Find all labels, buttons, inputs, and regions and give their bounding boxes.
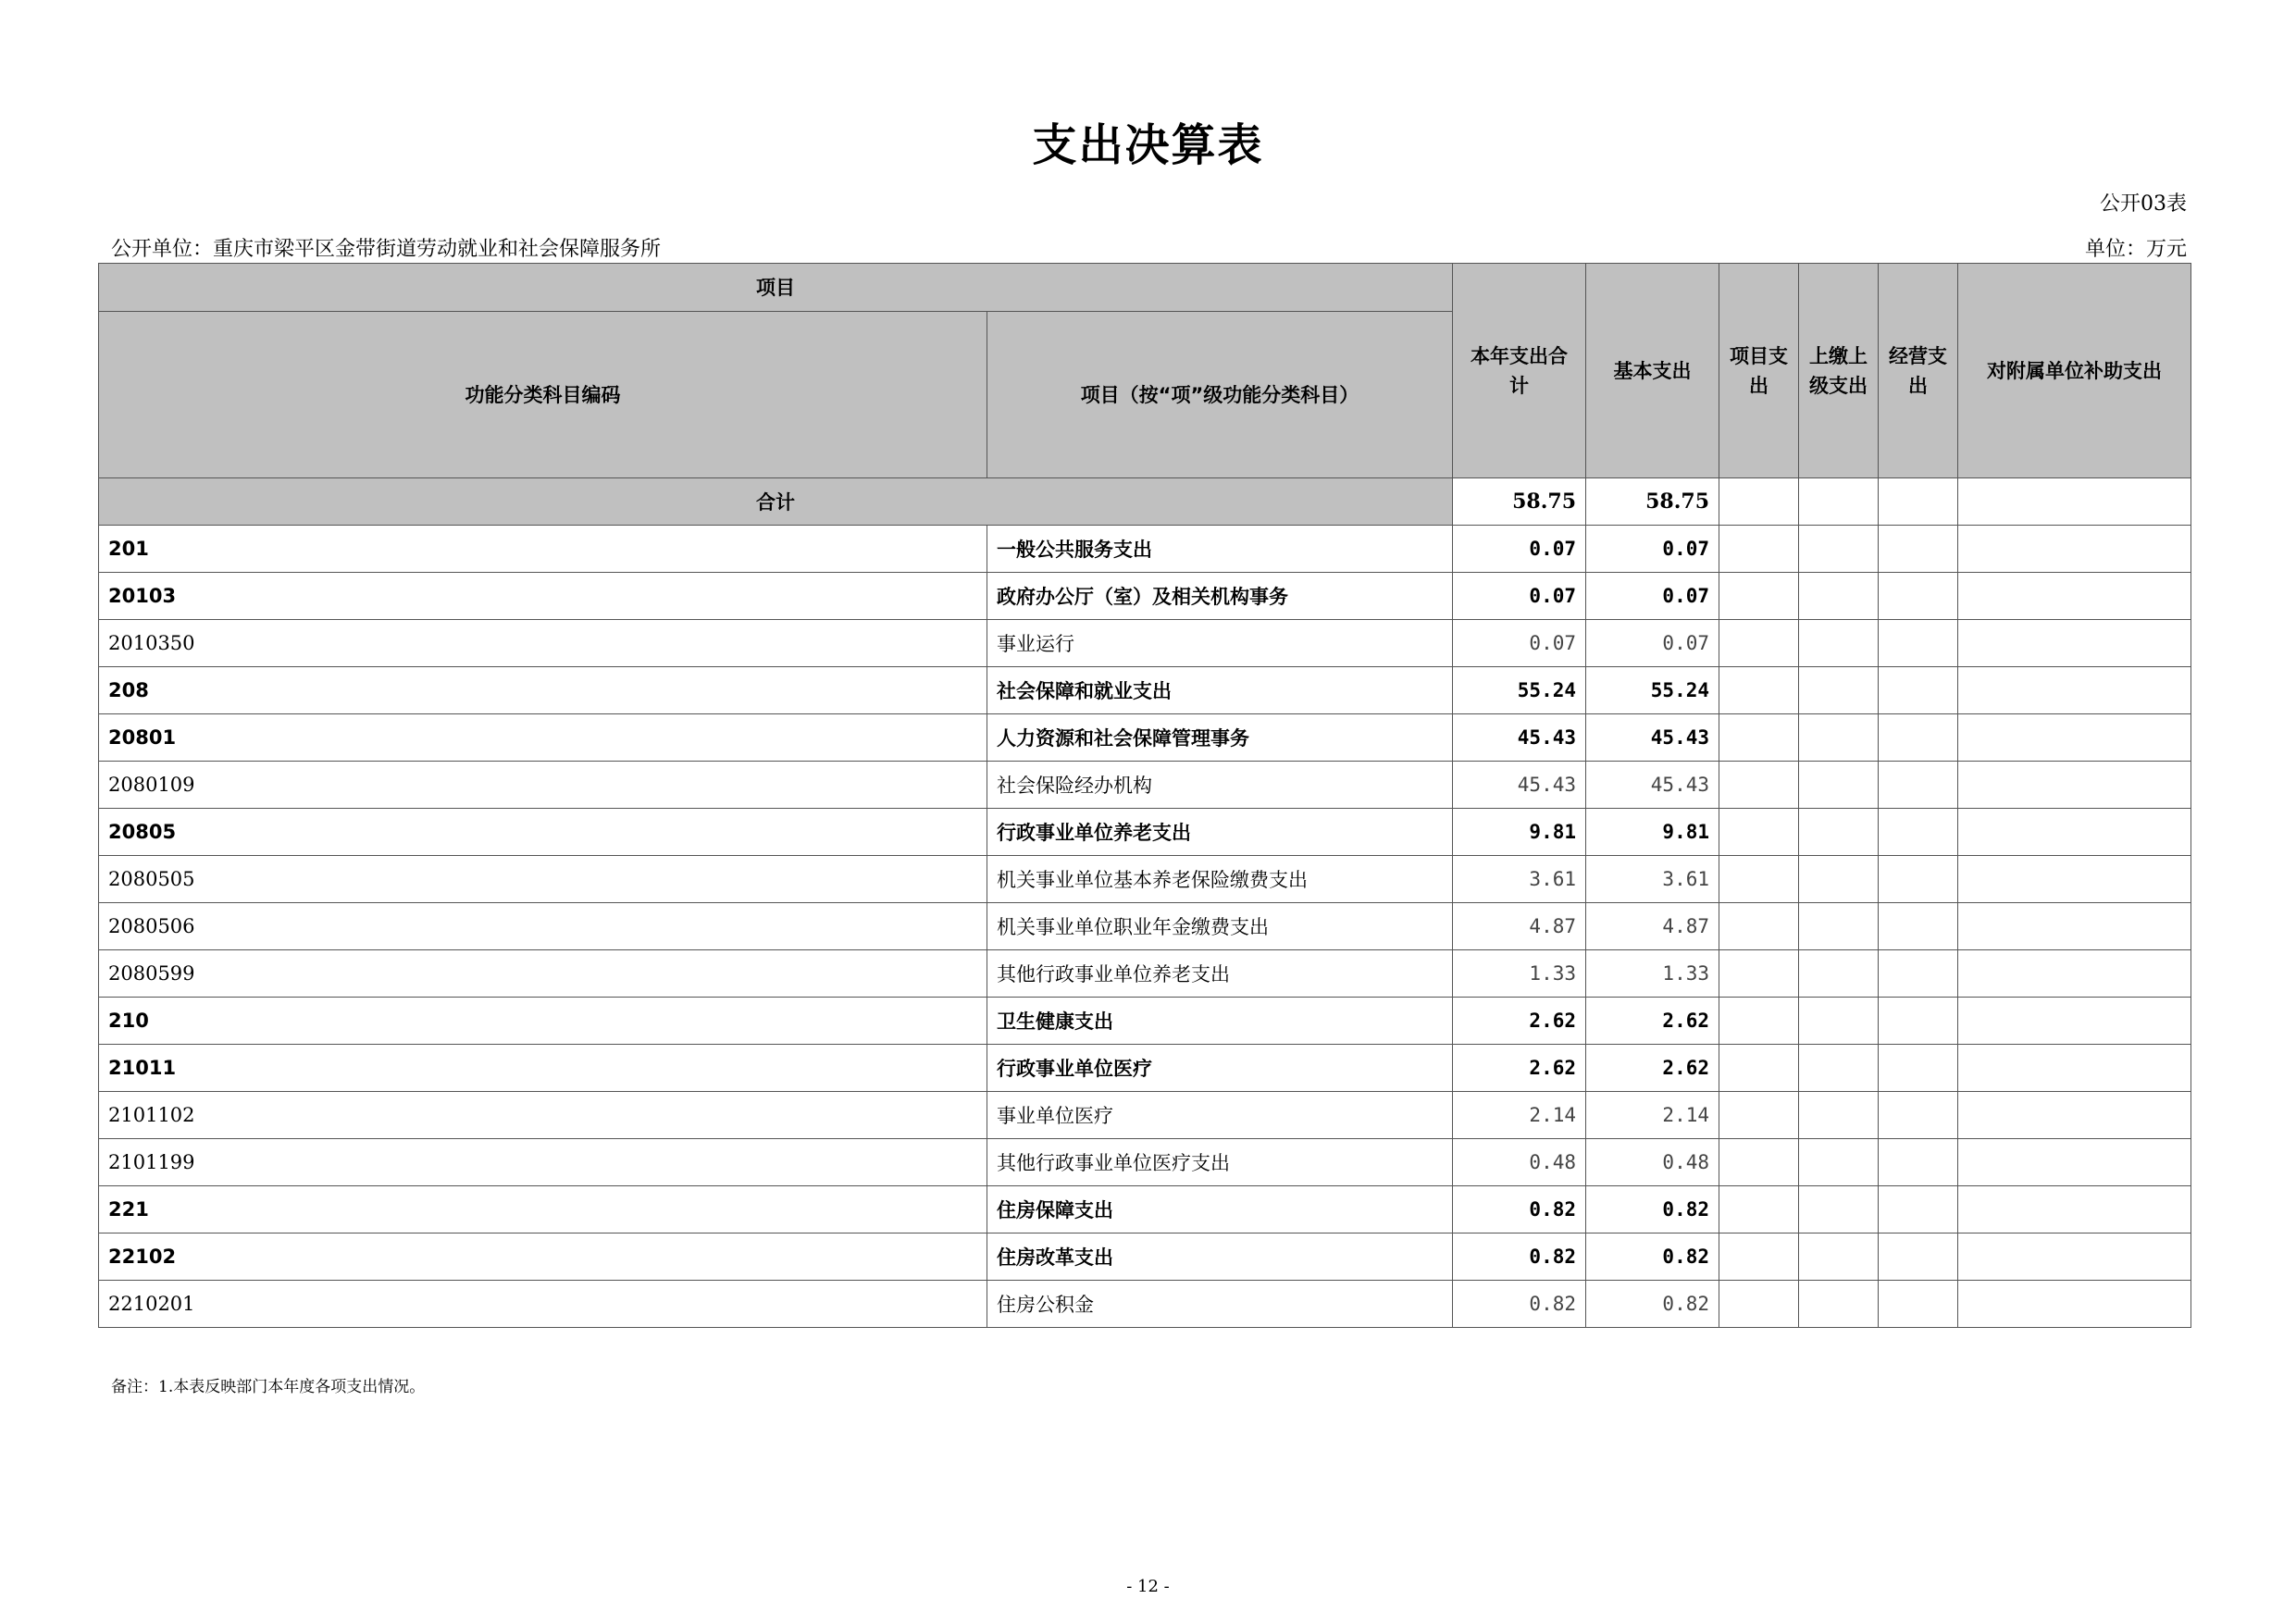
row-remit-expense xyxy=(1799,856,1879,903)
row-remit-expense xyxy=(1799,762,1879,809)
row-business-expense xyxy=(1879,998,1958,1045)
row-project-expense xyxy=(1719,998,1799,1045)
header-project-expense: 项目支出 xyxy=(1719,264,1799,478)
row-business-expense xyxy=(1879,667,1958,714)
table-row xyxy=(99,762,2191,809)
row-remit-expense xyxy=(1799,998,1879,1045)
row-remit-expense xyxy=(1799,1186,1879,1233)
row-basic-expense: 0.48 xyxy=(1586,1139,1719,1186)
row-remit-expense xyxy=(1799,573,1879,620)
table-row xyxy=(99,620,2191,667)
row-basic-expense: 0.82 xyxy=(1586,1281,1719,1328)
table-row xyxy=(99,903,2191,950)
row-subsidy-expense xyxy=(1958,620,2191,667)
row-project-expense xyxy=(1719,667,1799,714)
header-total-expense: 本年支出合计 xyxy=(1453,264,1586,478)
row-subsidy-expense xyxy=(1958,950,2191,998)
row-code: 210 xyxy=(99,998,987,1045)
row-business-expense xyxy=(1879,809,1958,856)
row-name: 行政事业单位养老支出 xyxy=(987,809,1453,856)
row-project-expense xyxy=(1719,1186,1799,1233)
row-code: 221 xyxy=(99,1186,987,1233)
row-project-expense xyxy=(1719,1139,1799,1186)
row-business-expense xyxy=(1879,762,1958,809)
row-remit-expense xyxy=(1799,809,1879,856)
row-code: 201 xyxy=(99,526,987,573)
total-basic-value: 58.75 xyxy=(1586,478,1719,526)
row-remit-expense xyxy=(1799,526,1879,573)
row-code: 2080506 xyxy=(99,903,987,950)
row-business-expense xyxy=(1879,856,1958,903)
row-business-expense xyxy=(1879,714,1958,762)
row-subsidy-expense xyxy=(1958,714,2191,762)
row-remit-expense xyxy=(1799,950,1879,998)
row-basic-expense: 45.43 xyxy=(1586,762,1719,809)
row-remit-expense xyxy=(1799,1045,1879,1092)
table-row xyxy=(99,667,2191,714)
unit-label: 单位：万元 xyxy=(2084,238,2187,261)
row-remit-expense xyxy=(1799,903,1879,950)
row-basic-expense: 2.14 xyxy=(1586,1092,1719,1139)
footnote: 备注：1.本表反映部门本年度各项支出情况。 xyxy=(111,1378,426,1396)
page-title: 支出决算表 xyxy=(1032,119,1264,171)
expenditure-table xyxy=(98,263,2191,1328)
row-name: 社会保险经办机构 xyxy=(987,762,1453,809)
row-total-expense: 0.82 xyxy=(1453,1186,1586,1233)
row-code: 2010350 xyxy=(99,620,987,667)
row-project-expense xyxy=(1719,1233,1799,1281)
row-basic-expense: 0.07 xyxy=(1586,573,1719,620)
row-name: 行政事业单位医疗 xyxy=(987,1045,1453,1092)
row-business-expense xyxy=(1879,1045,1958,1092)
total-label: 合计 xyxy=(99,478,1453,526)
table-row xyxy=(99,998,2191,1045)
row-project-expense xyxy=(1719,903,1799,950)
row-business-expense xyxy=(1879,620,1958,667)
table-row xyxy=(99,1281,2191,1328)
row-basic-expense: 4.87 xyxy=(1586,903,1719,950)
row-subsidy-expense xyxy=(1958,998,2191,1045)
row-project-expense xyxy=(1719,526,1799,573)
row-total-expense: 4.87 xyxy=(1453,903,1586,950)
row-subsidy-expense xyxy=(1958,856,2191,903)
row-business-expense xyxy=(1879,1139,1958,1186)
total-subsidy-value xyxy=(1958,478,2191,526)
row-total-expense: 0.07 xyxy=(1453,573,1586,620)
row-total-expense: 2.62 xyxy=(1453,1045,1586,1092)
row-total-expense: 0.48 xyxy=(1453,1139,1586,1186)
row-business-expense xyxy=(1879,903,1958,950)
header-remit-expense: 上缴上级支出 xyxy=(1799,264,1879,478)
header-code: 功能分类科目编码 xyxy=(99,312,987,478)
row-basic-expense: 0.82 xyxy=(1586,1186,1719,1233)
row-total-expense: 0.82 xyxy=(1453,1233,1586,1281)
row-total-expense: 1.33 xyxy=(1453,950,1586,998)
row-subsidy-expense xyxy=(1958,1092,2191,1139)
row-subsidy-expense xyxy=(1958,573,2191,620)
row-name: 政府办公厅（室）及相关机构事务 xyxy=(987,573,1453,620)
row-business-expense xyxy=(1879,1092,1958,1139)
table-row xyxy=(99,1045,2191,1092)
table-row xyxy=(99,950,2191,998)
row-basic-expense: 2.62 xyxy=(1586,1045,1719,1092)
row-code: 2101199 xyxy=(99,1139,987,1186)
total-project-value xyxy=(1719,478,1799,526)
row-name: 事业单位医疗 xyxy=(987,1092,1453,1139)
row-business-expense xyxy=(1879,526,1958,573)
row-basic-expense: 3.61 xyxy=(1586,856,1719,903)
row-code: 2210201 xyxy=(99,1281,987,1328)
total-remit-value xyxy=(1799,478,1879,526)
row-code: 2080109 xyxy=(99,762,987,809)
row-name: 一般公共服务支出 xyxy=(987,526,1453,573)
row-business-expense xyxy=(1879,1233,1958,1281)
row-code: 2101102 xyxy=(99,1092,987,1139)
row-project-expense xyxy=(1719,762,1799,809)
row-remit-expense xyxy=(1799,1092,1879,1139)
row-basic-expense: 0.82 xyxy=(1586,1233,1719,1281)
row-subsidy-expense xyxy=(1958,1045,2191,1092)
row-name: 人力资源和社会保障管理事务 xyxy=(987,714,1453,762)
row-remit-expense xyxy=(1799,667,1879,714)
row-total-expense: 2.62 xyxy=(1453,998,1586,1045)
row-name: 社会保障和就业支出 xyxy=(987,667,1453,714)
row-remit-expense xyxy=(1799,1281,1879,1328)
row-code: 2080505 xyxy=(99,856,987,903)
table-row xyxy=(99,526,2191,573)
total-expense-value: 58.75 xyxy=(1453,478,1586,526)
table-row xyxy=(99,1186,2191,1233)
row-name: 事业运行 xyxy=(987,620,1453,667)
row-code: 20805 xyxy=(99,809,987,856)
table-row xyxy=(99,1233,2191,1281)
row-total-expense: 45.43 xyxy=(1453,714,1586,762)
table-row xyxy=(99,714,2191,762)
row-subsidy-expense xyxy=(1958,809,2191,856)
row-business-expense xyxy=(1879,1186,1958,1233)
table-row xyxy=(99,573,2191,620)
total-row xyxy=(99,478,2191,526)
row-basic-expense: 0.07 xyxy=(1586,620,1719,667)
row-subsidy-expense xyxy=(1958,1139,2191,1186)
row-business-expense xyxy=(1879,1281,1958,1328)
row-code: 21011 xyxy=(99,1045,987,1092)
page-number: - 12 - xyxy=(1126,1577,1170,1596)
row-code: 20103 xyxy=(99,573,987,620)
row-subsidy-expense xyxy=(1958,762,2191,809)
row-subsidy-expense xyxy=(1958,1186,2191,1233)
organization-label: 公开单位：重庆市梁平区金带街道劳动就业和社会保障服务所 xyxy=(111,238,662,261)
row-total-expense: 45.43 xyxy=(1453,762,1586,809)
row-code: 22102 xyxy=(99,1233,987,1281)
header-business-expense: 经营支出 xyxy=(1879,264,1958,478)
header-subsidy-expense: 对附属单位补助支出 xyxy=(1958,264,2191,478)
row-total-expense: 0.82 xyxy=(1453,1281,1586,1328)
row-project-expense xyxy=(1719,1045,1799,1092)
header-basic-expense: 基本支出 xyxy=(1586,264,1719,478)
row-subsidy-expense xyxy=(1958,1233,2191,1281)
row-total-expense: 3.61 xyxy=(1453,856,1586,903)
row-project-expense xyxy=(1719,809,1799,856)
row-subsidy-expense xyxy=(1958,526,2191,573)
row-project-expense xyxy=(1719,620,1799,667)
row-project-expense xyxy=(1719,714,1799,762)
row-code: 2080599 xyxy=(99,950,987,998)
row-name: 其他行政事业单位养老支出 xyxy=(987,950,1453,998)
row-name: 卫生健康支出 xyxy=(987,998,1453,1045)
header-name: 项目（按“项”级功能分类科目） xyxy=(987,312,1453,478)
total-business-value xyxy=(1879,478,1958,526)
table-row xyxy=(99,1139,2191,1186)
row-project-expense xyxy=(1719,950,1799,998)
row-remit-expense xyxy=(1799,1233,1879,1281)
row-name: 住房保障支出 xyxy=(987,1186,1453,1233)
row-total-expense: 9.81 xyxy=(1453,809,1586,856)
row-basic-expense: 45.43 xyxy=(1586,714,1719,762)
row-remit-expense xyxy=(1799,620,1879,667)
row-name: 住房改革支出 xyxy=(987,1233,1453,1281)
row-project-expense xyxy=(1719,573,1799,620)
row-code: 20801 xyxy=(99,714,987,762)
row-name: 机关事业单位基本养老保险缴费支出 xyxy=(987,856,1453,903)
row-remit-expense xyxy=(1799,1139,1879,1186)
row-project-expense xyxy=(1719,856,1799,903)
row-business-expense xyxy=(1879,950,1958,998)
row-total-expense: 0.07 xyxy=(1453,526,1586,573)
table-row xyxy=(99,1092,2191,1139)
table-row xyxy=(99,856,2191,903)
row-remit-expense xyxy=(1799,714,1879,762)
row-basic-expense: 1.33 xyxy=(1586,950,1719,998)
row-subsidy-expense xyxy=(1958,667,2191,714)
row-basic-expense: 0.07 xyxy=(1586,526,1719,573)
row-name: 其他行政事业单位医疗支出 xyxy=(987,1139,1453,1186)
row-code: 208 xyxy=(99,667,987,714)
row-name: 住房公积金 xyxy=(987,1281,1453,1328)
row-basic-expense: 2.62 xyxy=(1586,998,1719,1045)
row-name: 机关事业单位职业年金缴费支出 xyxy=(987,903,1453,950)
row-basic-expense: 55.24 xyxy=(1586,667,1719,714)
form-number: 公开03表 xyxy=(2100,192,2187,216)
header-project: 项目 xyxy=(99,264,1453,312)
row-basic-expense: 9.81 xyxy=(1586,809,1719,856)
row-subsidy-expense xyxy=(1958,903,2191,950)
row-project-expense xyxy=(1719,1281,1799,1328)
row-total-expense: 2.14 xyxy=(1453,1092,1586,1139)
table-row xyxy=(99,809,2191,856)
row-business-expense xyxy=(1879,573,1958,620)
row-subsidy-expense xyxy=(1958,1281,2191,1328)
row-total-expense: 0.07 xyxy=(1453,620,1586,667)
row-total-expense: 55.24 xyxy=(1453,667,1586,714)
row-project-expense xyxy=(1719,1092,1799,1139)
